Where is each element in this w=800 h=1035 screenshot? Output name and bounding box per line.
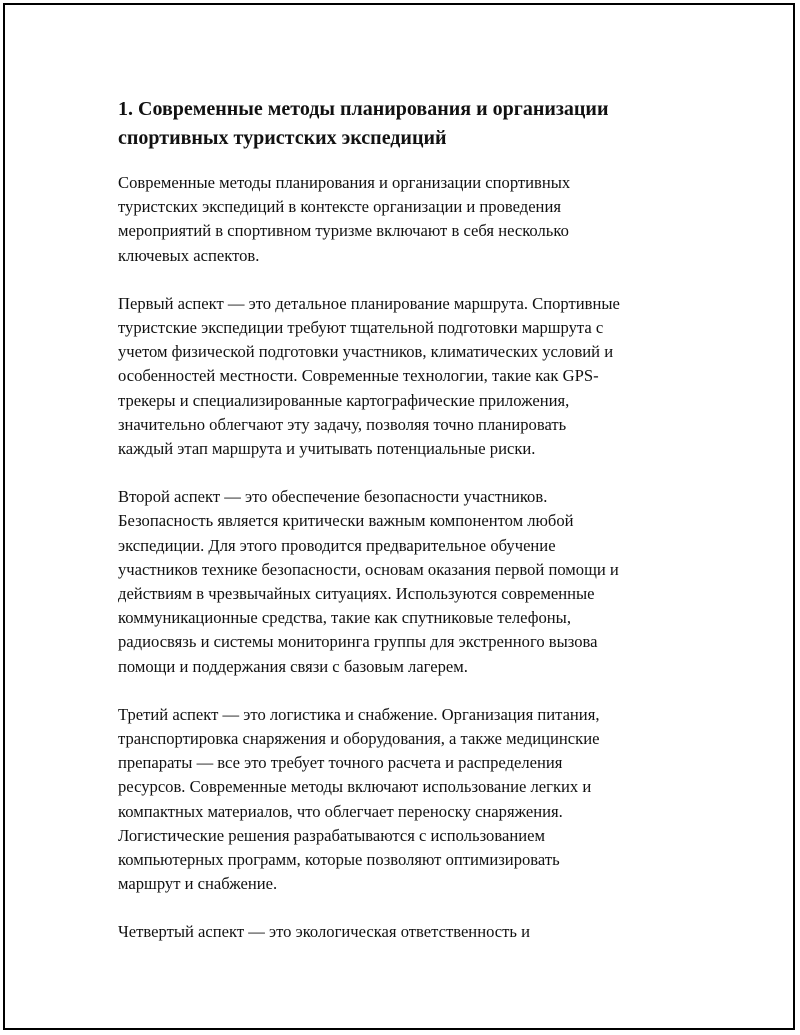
text-line: значительно облегчают эту задачу, позволяя точно планировать [118,414,567,434]
text-line: компактных материалов, что облегчает переноску снаряжения. [118,801,563,821]
paragraph-ecology [118,920,688,944]
text-line: препараты — все это требует точного расчета и распределения [118,753,563,773]
text-line: туристские экспедиции требуют тщательной подготовки маршрута с [118,318,604,338]
heading-line: 1. Современные методы планирования и организации [118,98,609,120]
paragraph-intro [118,171,688,268]
text-line: каждый этап маршрута и учитывать потенциальные риски. [118,439,536,459]
text-line: туристских экспедиций в контексте организации и проведения [118,197,561,217]
text-line: Первый аспект — это детальное планирование маршрута. Спортивные [118,293,620,313]
text-line: ключевых аспектов. [118,245,260,265]
text-line: Второй аспект — это обеспечение безопасности участников. [118,487,548,507]
document-body [118,95,688,969]
text-line: экспедиции. Для этого проводится предварительное обучение [118,535,556,555]
text-line: компьютерных программ, которые позволяют оптимизировать [118,850,560,870]
paragraph-safety [118,485,688,679]
section-heading [118,95,688,153]
text-line: Безопасность является критически важным компонентом любой [118,511,574,531]
text-line: учетом физической подготовки участников, климатических условий и [118,342,614,362]
text-line: действиям в чрезвычайных ситуациях. Используются современные [118,584,595,604]
text-line: коммуникационные средства, такие как спутниковые телефоны, [118,608,571,628]
text-line: Логистические решения разрабатываются с использованием [118,825,545,845]
text-line: маршрут и снабжение. [118,874,278,894]
text-line: Четвертый аспект — это экологическая ответственность и [118,922,530,942]
text-line: участников технике безопасности, основам оказания первой помощи и [118,559,619,579]
text-line: помощи и поддержания связи с базовым лагерем. [118,656,468,676]
text-line: трекеры и специализированные картографические приложения, [118,390,570,410]
text-line: радиосвязь и системы мониторинга группы для экстренного вызова [118,632,598,652]
text-line: Современные методы планирования и организации спортивных [118,173,571,192]
text-line: Третий аспект — это логистика и снабжение. Организация питания, [118,704,600,724]
text-line: транспортировка снаряжения и оборудования, а также медицинские [118,729,600,749]
paragraph-logistics [118,703,688,897]
text-line: мероприятий в спортивном туризме включают в себя несколько [118,221,569,241]
heading-line: спортивных туристских экспедиций [118,127,447,149]
text-line: особенностей местности. Современные технологии, такие как GPS- [118,366,599,386]
paragraph-route-planning [118,292,688,461]
text-line: ресурсов. Современные методы включают использование легких и [118,777,592,797]
